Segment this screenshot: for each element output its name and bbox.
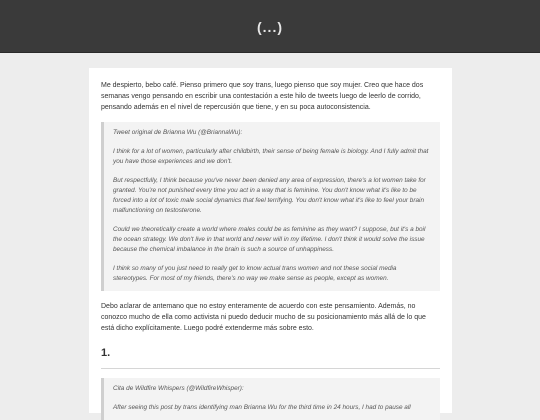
quote-wildfire-whispers (101, 378, 440, 420)
quote-heading: Tweet original de Brianna Wu (@BriannaWu): (113, 129, 243, 136)
section-heading: 1. (101, 347, 111, 359)
quote-brianna-wu (101, 122, 440, 291)
post-card (89, 68, 452, 413)
quote-paragraph: After seeing this post by trans identifying man Brianna Wu for the third time in 24 hours, I had to pause all (113, 404, 411, 411)
intro-paragraph: Me despierto, bebo café. Pienso primero que soy trans, luego pienso que soy mujer. Creo que hace dos semanas vengo pensando en escribir una contestación a este hilo de tweets luego de leerlo de corrido, pensando además en el nivel de repercusión que tiene, y en su poca autoconsistencia. (101, 82, 424, 111)
site-title[interactable]: (...) (257, 19, 283, 35)
body-paragraph: Debo aclarar de antemano que no estoy enteramente de acuerdo con este pensamiento. Además, no conozco mucho de ella como activista ni puedo deducir mucho de su posicionamiento más allá de lo que está dicho explícitamente. Luego podré extenderme más sobre esto. (101, 303, 426, 332)
section-divider (101, 368, 440, 369)
site-header (0, 0, 540, 53)
quote-heading: Cita de Wildfire Whispers (@WildfireWhisper): (113, 385, 244, 392)
quote-paragraph: But respectfully, I think because you've never been denied any area of expression, there's a lot women take for granted. You're not punished every time you act in a way that is feminine. You don't know what it's like to be forced into a lot of toxic male social dynamics that feel terrifying. You don't know what it's like to feel your brain malfunctioning on testosterone. (113, 177, 426, 214)
quote-paragraph: I think so many of you just need to really get to know actual trans women and not these social media stereotypes. For most of my friends, there's no way we make sense as people, except as women. (113, 265, 397, 282)
quote-paragraph: I think for a lot of women, particularly after childbirth, their sense of being female is biology. And I fully admit that you have those experiences and we don't. (113, 148, 429, 165)
quote-paragraph: Could we theoretically create a world where males could be as feminine as they want? I suppose, but it's a boil the ocean strategy. We don't live in that world and never will in my lifetime. I don't think it would solve the issue because the chemical imbalance in the brain is such a source of unhappiness. (113, 226, 426, 253)
